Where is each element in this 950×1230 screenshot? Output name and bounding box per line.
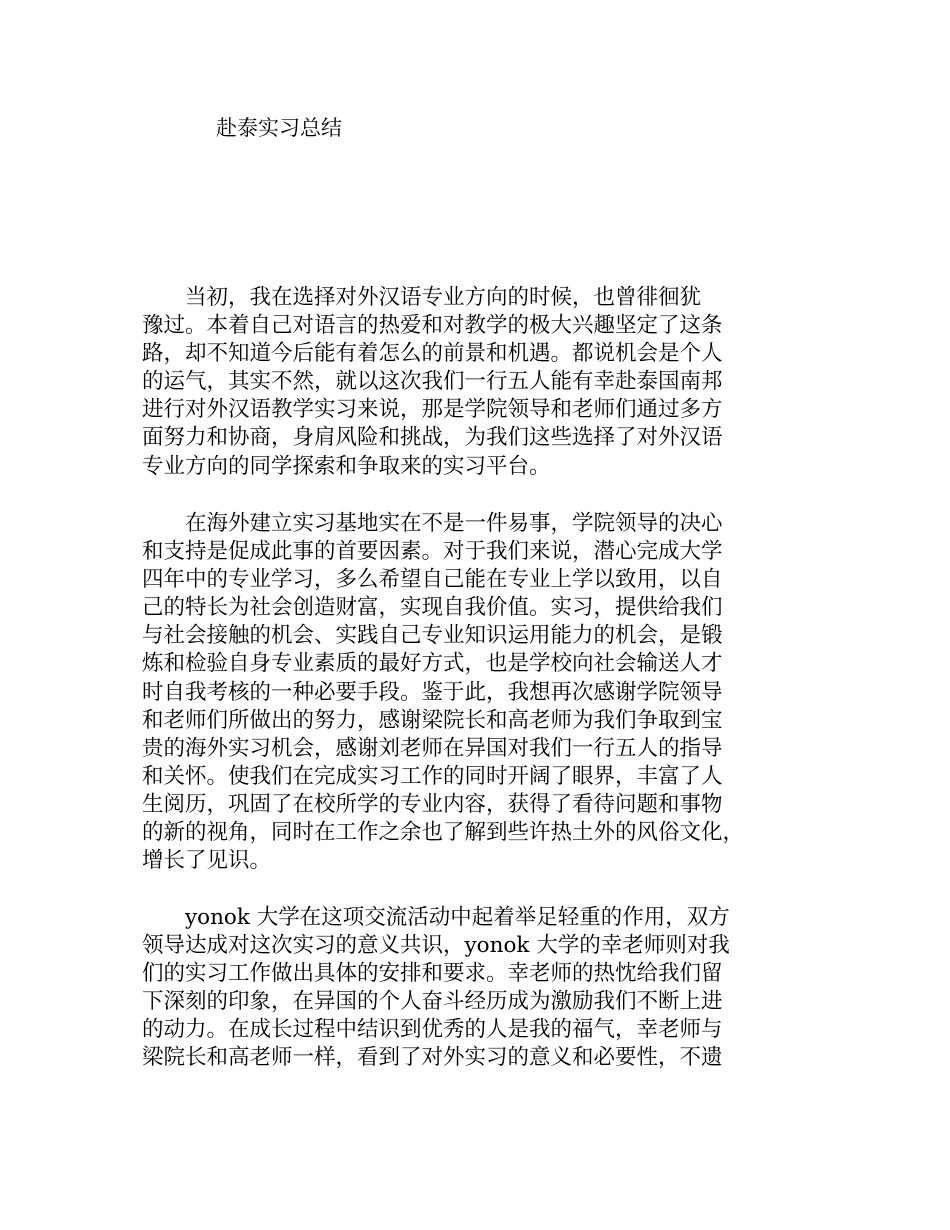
paragraph-line: 炼和检验自身专业素质的最好方式，也是学校向社会输送人才 <box>142 651 723 677</box>
paragraph-line: 和支持是促成此事的首要因素。对于我们来说，潜心完成大学 <box>142 539 723 565</box>
paragraph-line: 在海外建立实习基地实在不是一件易事，学院领导的决心 <box>142 511 723 536</box>
paragraph-line: 和老师们所做出的努力，感谢梁院长和高老师为我们争取到宝 <box>142 707 723 733</box>
paragraph-line: 领导达成对这次实习的意义共识，yonok 大学的幸老师则对我 <box>142 933 730 959</box>
paragraph-1 <box>142 284 832 481</box>
paragraph-line: 时自我考核的一种必要手段。鉴于此，我想再次感谢学院领导 <box>142 679 723 705</box>
paragraph-line: 的新的视角，同时在工作之余也了解到些许热土外的风俗文化， <box>142 820 745 846</box>
paragraph-line: 路，却不知道今后能有着怎么的前景和机遇。都说机会是个人 <box>142 341 723 367</box>
paragraph-line: 贵的海外实习机会，感谢刘老师在异国对我们一行五人的指导 <box>142 735 723 761</box>
paragraph-line: 生阅历，巩固了在校所学的专业内容，获得了看待问题和事物 <box>142 791 723 817</box>
paragraph-line: 下深刻的印象，在异国的个人奋斗经历成为激励我们不断上进 <box>142 989 723 1015</box>
paragraph-line: 己的特长为社会创造财富，实现自我价值。实习，提供给我们 <box>142 595 723 621</box>
paragraph-line: 与社会接触的机会、实践自己专业知识运用能力的机会，是锻 <box>142 623 723 649</box>
paragraph-line: 和关怀。使我们在完成实习工作的同时开阔了眼界，丰富了人 <box>142 763 723 789</box>
paragraph-line: 面努力和协商，身肩风险和挑战，为我们这些选择了对外汉语 <box>142 425 723 451</box>
paragraph-2 <box>142 510 832 875</box>
paragraph-line: 专业方向的同学探索和争取来的实习平台。 <box>142 453 551 479</box>
paragraph-line: 豫过。本着自己对语言的热爱和对教学的极大兴趣坚定了这条 <box>142 313 723 339</box>
paragraph-line: 梁院长和高老师一样，看到了对外实习的意义和必要性，不遗 <box>142 1045 723 1071</box>
document-title: 赴泰实习总结 <box>216 116 342 140</box>
paragraph-line: 进行对外汉语教学实习来说，那是学院领导和老师们通过多方 <box>142 397 723 423</box>
paragraph-3 <box>142 904 832 1073</box>
paragraph-line: yonok 大学在这项交流活动中起着举足轻重的作用，双方 <box>142 905 730 930</box>
paragraph-line: 的动力。在成长过程中结识到优秀的人是我的福气，幸老师与 <box>142 1017 723 1043</box>
paragraph-line: 当初，我在选择对外汉语专业方向的时候，也曾徘徊犹 <box>142 285 702 310</box>
paragraph-line: 们的实习工作做出具体的安排和要求。幸老师的热忱给我们留 <box>142 961 723 987</box>
paragraph-line: 四年中的专业学习，多么希望自己能在专业上学以致用，以自 <box>142 567 723 593</box>
paragraph-line: 增长了见识。 <box>142 848 272 874</box>
paragraph-line: 的运气，其实不然，就以这次我们一行五人能有幸赴泰国南邦 <box>142 369 723 395</box>
